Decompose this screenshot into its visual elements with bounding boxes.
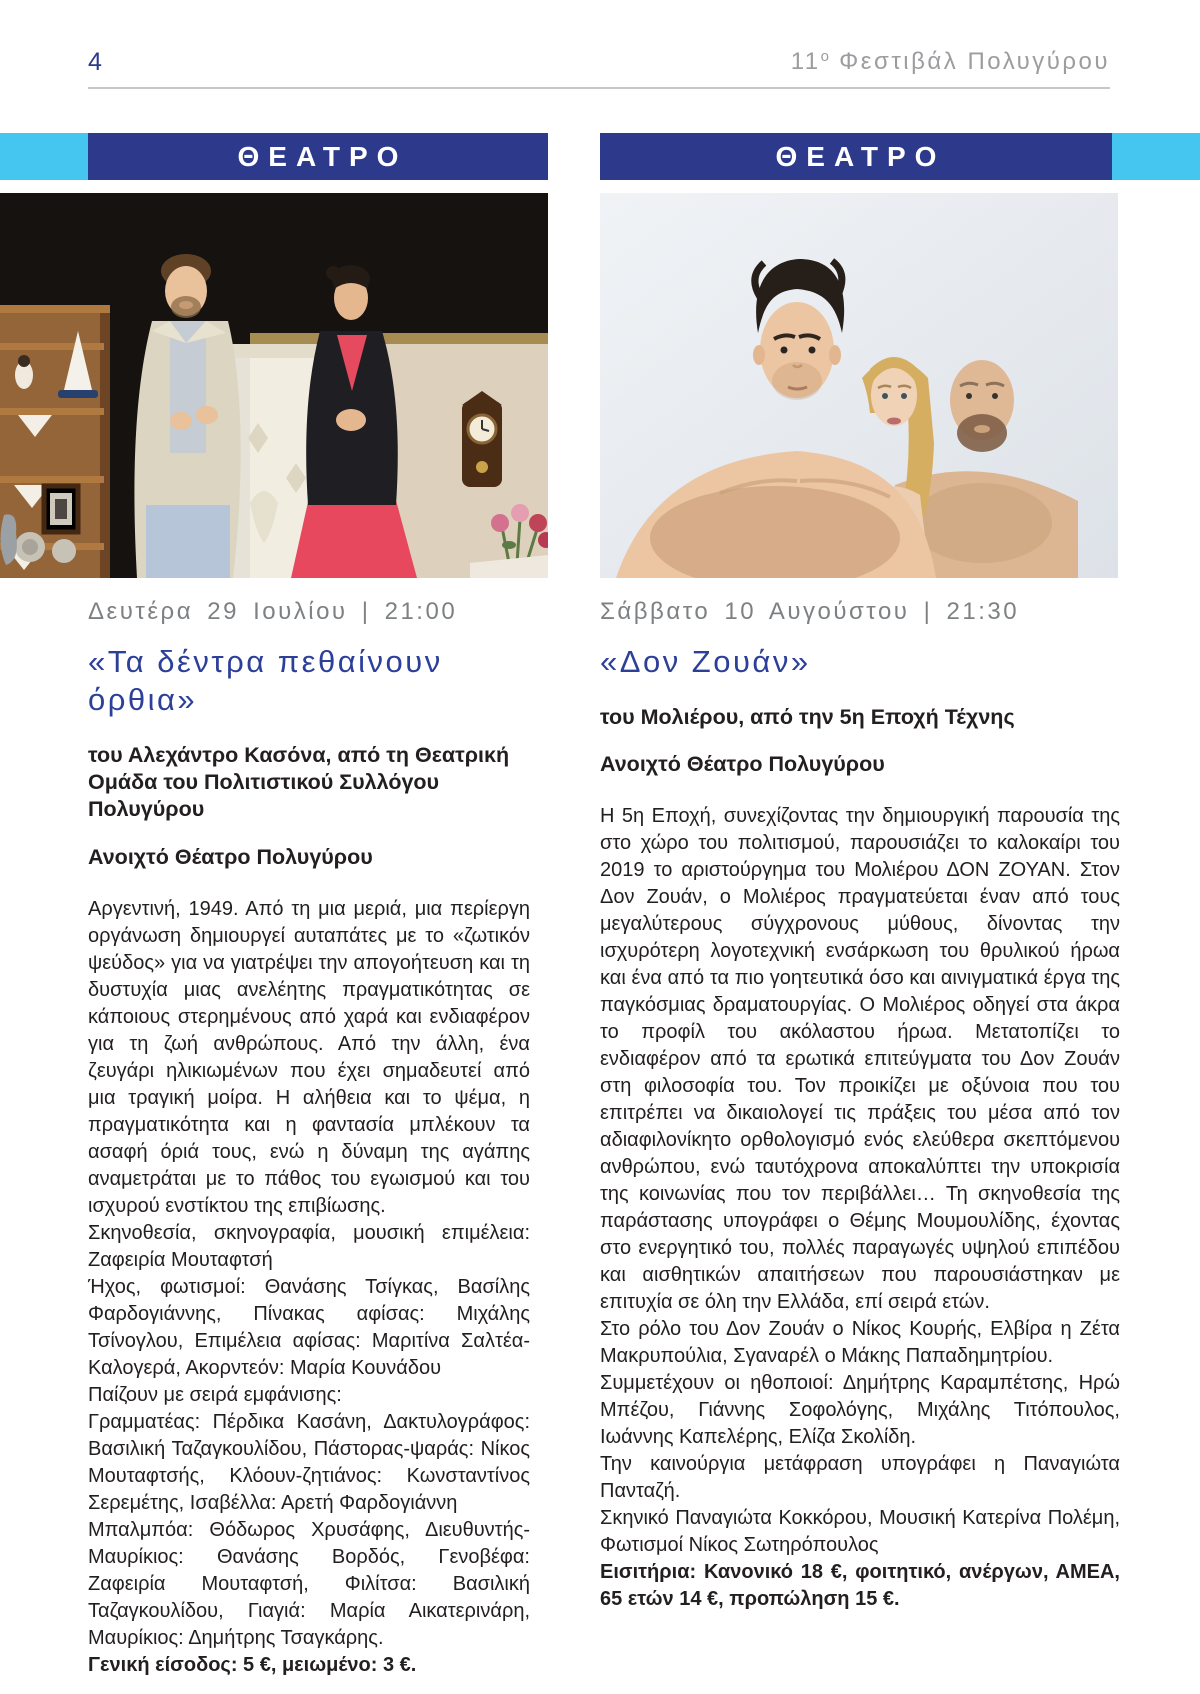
page-number: 4 xyxy=(88,48,104,76)
body-paragraph: Γραμματέας: Πέρδικα Κασάνη, Δακτυλογράφος: Βασιλική Ταζαγκουλίδου, Πάστορας-ψαράς: Νίκος Μουταφτσής, Κλόουν-ζητιάνος: Κωνσταντίνος Σερεμέτης, Ισαβέλλα: Αρετή Φαρδογιάννη xyxy=(88,1410,530,1514)
header-divider xyxy=(88,87,1110,89)
body-paragraph: Σκηνικό Παναγιώτα Κοκκόρου, Μουσική Κατερίνα Πολέμη, Φωτισμοί Νίκος Σωτηρόπουλος xyxy=(600,1507,1120,1557)
right-show-byline: του Μολιέρου, από την 5η Εποχή Τέχνης xyxy=(600,704,1015,729)
right-show-photo xyxy=(600,193,1118,578)
right-bar-accent xyxy=(1112,133,1200,180)
right-show-ticket-price: Εισιτήρια: Κανονικό 18 €, φοιτητικό, ανέργων, ΑΜΕΑ, 65 ετών 14 €, προπώληση 15 €. xyxy=(600,1561,1120,1611)
body-paragraph: Μπαλμπόα: Θόδωρος Χρυσάφης, Διευθυντής-Μαυρίκιος: Θανάσης Βορδός, Γενοβέφα: Ζαφειρία Μουταφτσή, Φιλίτσα: Βασιλική Ταζαγκουλίδου, Γιαγιά: Μαρία Αικατερινάρη, Μαυρίκιος: Δημήτρης Τσαγκάρης. xyxy=(88,1518,530,1649)
body-paragraph: Σκηνοθεσία, σκηνογραφία, μουσική επιμέλεια: Ζαφειρία Μουταφτσή xyxy=(88,1221,530,1271)
left-bar-accent xyxy=(0,133,88,180)
festival-title-text: Φεστιβάλ Πολυγύρου xyxy=(829,48,1110,75)
left-show-venue: Ανοιχτό Θέατρο Πολυγύρου xyxy=(88,844,373,869)
body-paragraph: Αργεντινή, 1949. Από τη μια μεριά, μια περίεργη οργάνωση δημιουργεί αυταπάτες με το «ζωτικόν ψεύδος» για να γιατρέψει την απογοήτευση και τη δυστυχία μιας ανελέητης πραγματικότητας σε κάποιους στερημένους από χαρά και ενδιαφέρον για τη ζωή ανθρώπους. Από την άλλη, ένα ζευγάρι ηλικιωμένων που έχει σημαδευτεί από μια τραγική μοίρα. Η αλήθεια και το ψέμα, η πραγματικότητα και η φαντασία μπλέκουν τα ασαφή όριά τους, ενώ η δύναμη της αγάπης αναμετράται με το πάθος του εγωισμού και του ισχυρού ενστίκτου της επιβίωσης. xyxy=(88,897,530,1217)
body-paragraph: Στο ρόλο του Δον Ζουάν ο Νίκος Κουρής, Ελβίρα η Ζέτα Μακρυπούλια, Σγαναρέλ ο Μάκης Παπαδημητρίου. xyxy=(600,1318,1120,1368)
three-actors-illustration xyxy=(600,193,1118,578)
right-section-header xyxy=(600,133,1112,180)
left-show-datetime: Δευτέρα 29 Ιουλίου | 21:00 xyxy=(88,598,458,625)
body-paragraph: Την καινούργια μετάφραση υπογράφει η Παναγιώτα Πανταζή. xyxy=(600,1453,1120,1503)
festival-number: 11 xyxy=(790,48,821,75)
left-show-byline: του Αλεχάντρο Κασόνα, από τη Θεατρική Ομάδα του Πολιτιστικού Συλλόγου Πολυγύρου xyxy=(88,742,510,822)
stage-scene-illustration xyxy=(0,193,548,578)
left-section-label: ΘΕΑΤΡΟ xyxy=(237,140,408,172)
body-paragraph: Παίζουν με σειρά εμφάνισης: xyxy=(88,1383,342,1406)
left-show-column xyxy=(88,598,530,1679)
right-section-label: ΘΕΑΤΡΟ xyxy=(775,140,946,172)
left-show-photo xyxy=(0,193,548,578)
right-show-title: «Δον Ζουάν» xyxy=(600,644,811,679)
left-show-description xyxy=(88,896,530,1652)
body-paragraph: Η 5η Εποχή, συνεχίζοντας την δημιουργική παρουσία της στο χώρο του πολιτισμού, παρουσιάζει το καλοκαίρι του 2019 το αριστούργημα του Μολιέρου ΔΟΝ ΖΟΥΑΝ. Στον Δον Ζουάν, ο Μολιέρος πραγματεύεται έναν από τους μεγαλύτερους σύγχρονους μύθους, δίνοντας την ισχυρότερη λογοτεχνική ενσάρκωση του θρυλικού ήρωα και ένα από τα πιο γοητευτικά όσο και αινιγματικά έργα της παγκόσμιας δραματουργίας. Ο Μολιέρος οδηγεί στα άκρα το προφίλ του ακόλαστου ήρωα. Μετατοπίζει το ενδιαφέρον από τα ερωτικά επιτεύγματα του Δον Ζουάν στη φιλοσοφία του. Τον προικίζει με οξύνοια που του επιτρέπει να δικαιολογεί τις πράξεις του μέσα από τον αδιαφιλονίκητο ορθολογισμό ενός ελεύθερα σκεπτόμενου ανθρώπου, ενώ ταυτόχρονα αποκαλύπτει την υποκρισία της κοινωνίας που τον περιβάλλει… Τη σκηνοθεσία της παράστασης υπογράφει ο Θέμης Μουμουλίδης, έχοντας στο ενεργητικό του, πολλές παραγωγές υψηλού επιπέδου και αισθητικών απαιτήσεων που παρουσιάστηκαν με επιτυχία σε όλη την Ελλάδα, επί σειρά ετών. xyxy=(600,805,1120,1314)
festival-header-title xyxy=(791,48,1110,76)
right-show-description xyxy=(600,803,1120,1559)
body-paragraph: Ήχος, φωτισμοί: Θανάσης Τσίγκας, Βασίλης Φαρδογιάννης, Πίνακας αφίσας: Μιχάλης Τσίνογλου, Επιμέλεια αφίσας: Μαριτίνα Σαλτέα- Καλογερά, Ακορντεόν: Μαρία Κουνάδου xyxy=(88,1275,530,1379)
right-show-column xyxy=(600,598,1120,1613)
festival-number-suffix: ο xyxy=(820,48,830,65)
right-show-venue: Ανοιχτό Θέατρο Πολυγύρου xyxy=(600,752,885,777)
right-show-datetime: Σάββατο 10 Αυγούστου | 21:30 xyxy=(600,598,1020,625)
left-show-ticket-price: Γενική είσοδος: 5 €, μειωμένο: 3 €. xyxy=(88,1653,417,1676)
body-paragraph: Συμμετέχουν οι ηθοποιοί: Δημήτρης Καραμπέτσης, Ηρώ Μπέζου, Γιάννης Σοφολόγης, Μιχάλης Τιτόπουλος, Ιωάννης Καπελέρης, Ελίζα Σκολίδη. xyxy=(600,1372,1120,1449)
left-section-header xyxy=(88,133,548,180)
left-show-title: «Τα δέντρα πεθαίνουν όρθια» xyxy=(88,644,443,717)
